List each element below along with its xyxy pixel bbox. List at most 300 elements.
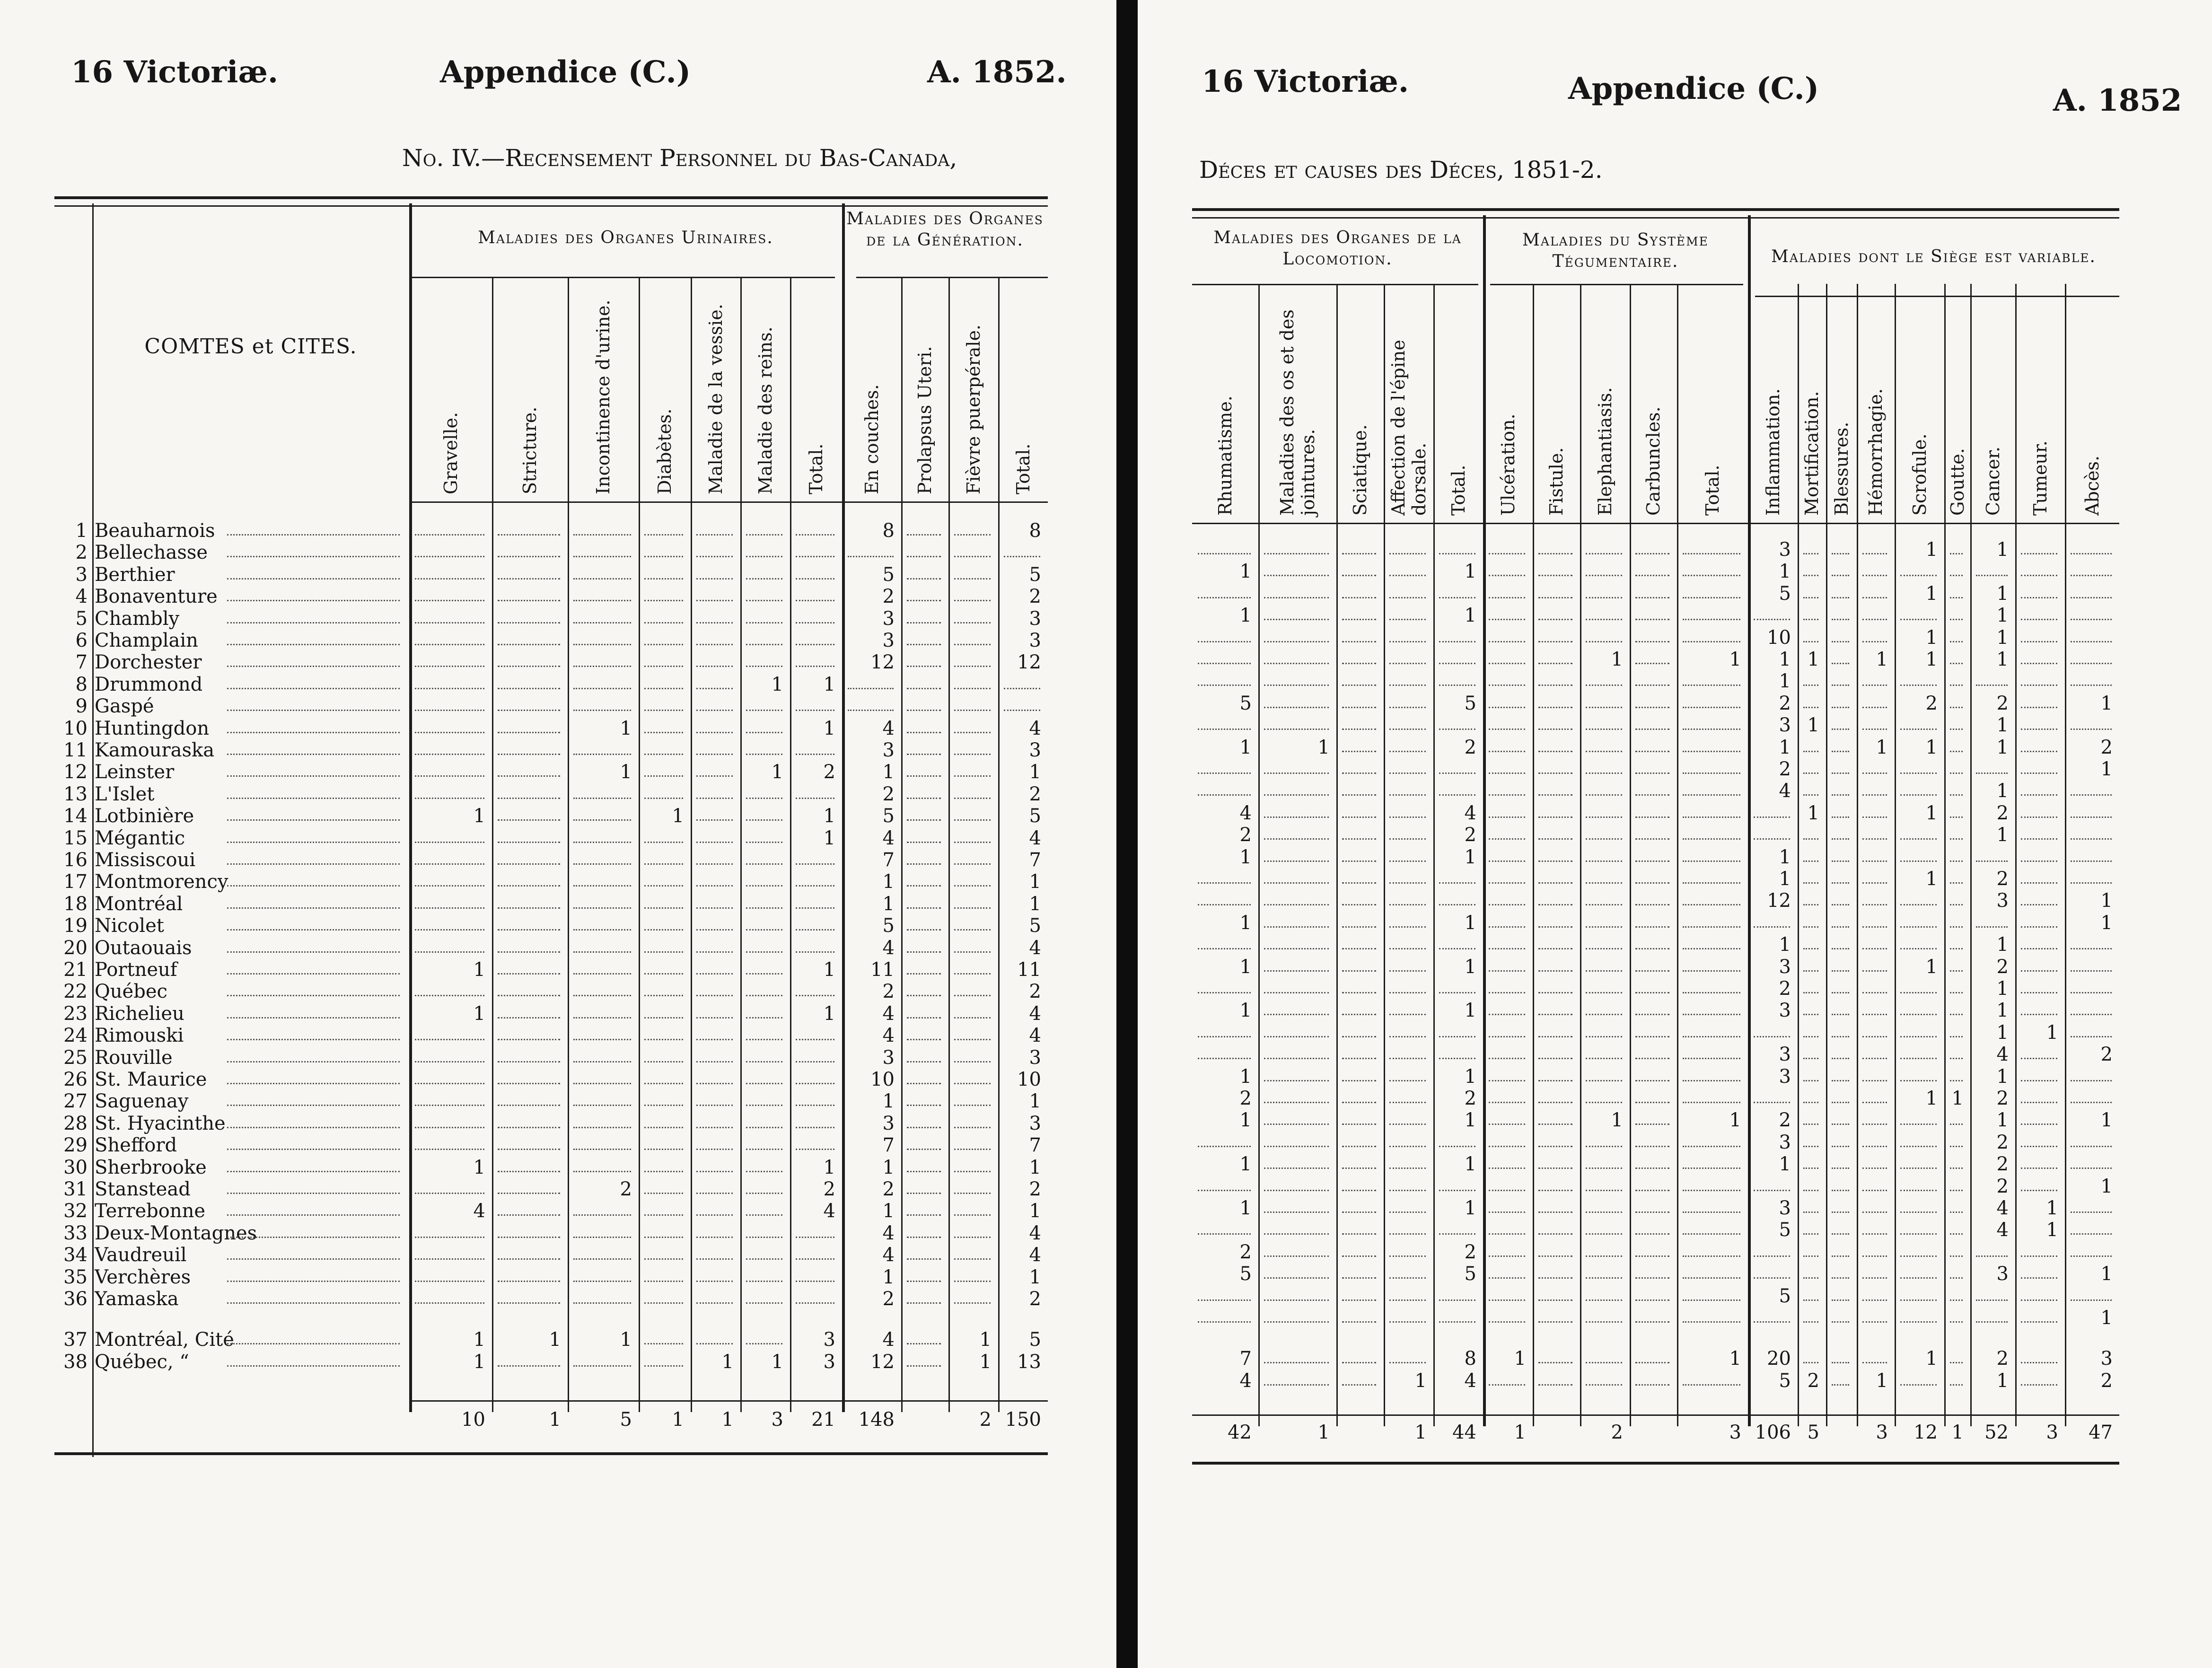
left-row-county: Stanstead [95,1178,191,1200]
right-data-cell: 2 [1996,1153,2009,1176]
right-empty-cell [1489,1058,1525,1059]
right-empty-cell [1439,882,1475,884]
left-empty-cell [644,1281,683,1282]
left-data-cell: 1 [882,761,895,783]
right-empty-cell [2021,553,2057,554]
right-empty-cell [1389,1233,1426,1235]
left-empty-cell [415,951,484,953]
right-empty-cell [1683,1168,1740,1169]
right-empty-cell [1586,641,1622,642]
right-empty-cell [1950,729,1963,730]
left-row-number: 29 [63,1134,88,1157]
right-empty-cell [1862,1299,1887,1301]
right-empty-cell [1900,1036,1937,1037]
left-row-county: Montréal [95,893,183,915]
right-empty-cell [1264,729,1329,730]
right-empty-cell [1754,816,1790,818]
right-empty-cell [1586,1102,1622,1103]
left-row-leader [227,863,400,865]
left-data-cell: 1 [979,1351,992,1373]
left-total-cell: 5 [620,1409,632,1431]
right-empty-cell [1342,619,1376,620]
right-empty-cell [1389,1146,1426,1147]
right-group-rule-1 [1192,284,1478,285]
right-empty-cell [1489,1211,1525,1213]
left-row-leader [227,1171,400,1172]
right-empty-cell [1342,707,1376,708]
left-row-leader [227,644,400,645]
right-empty-cell [1342,1080,1376,1081]
right-empty-cell [2071,1036,2112,1037]
right-empty-cell [1683,1384,1740,1386]
left-total-cell: 2 [979,1409,992,1431]
right-empty-cell [2021,1058,2057,1059]
right-data-cell: 1 [1464,605,1476,627]
left-empty-cell [907,973,941,974]
left-empty-cell [907,578,941,579]
left-empty-cell [746,1258,782,1260]
right-empty-cell [1389,816,1426,818]
right-empty-cell [1342,1124,1376,1125]
right-empty-cell [2021,1124,2057,1125]
right-empty-cell [1683,619,1740,620]
right-column-rule [1970,284,1972,1426]
left-row-county: Lotbinière [95,805,194,827]
left-data-cell: 4 [882,827,895,849]
right-empty-cell [1264,1277,1329,1279]
right-empty-cell [1635,948,1669,949]
right-empty-cell [1832,904,1849,905]
right-empty-cell [1489,729,1525,730]
right-empty-cell [1803,794,1818,796]
right-data-cell: 4 [1996,1219,2009,1241]
right-empty-cell [1538,1190,1572,1191]
right-empty-cell [2021,1277,2057,1279]
right-empty-cell [1538,816,1572,818]
left-row-county: Bellechasse [95,542,208,564]
left-empty-cell [644,1061,683,1062]
left-empty-cell [907,775,941,777]
left-data-cell: 4 [1029,1002,1041,1025]
left-data-cell: 2 [1029,783,1041,805]
left-row-county: Deux-Montagnes [95,1222,257,1244]
right-empty-cell [1635,1255,1669,1257]
left-row-number: 12 [63,761,88,783]
right-empty-cell [2021,1102,2057,1103]
left-row-county: Vaudreuil [95,1244,187,1266]
right-empty-cell [2021,838,2057,840]
right-empty-cell [1586,1255,1622,1257]
right-data-cell: 1 [1996,582,2009,605]
left-empty-cell [498,951,560,953]
left-data-cell: 1 [1029,1156,1041,1178]
right-empty-cell [1862,1190,1887,1191]
right-empty-cell [1832,1058,1849,1059]
right-empty-cell [1862,838,1887,840]
right-data-cell: 1 [1239,1153,1252,1176]
left-empty-cell [415,1302,484,1304]
right-empty-cell [1900,1190,1937,1191]
right-empty-cell [1950,1036,1963,1037]
right-empty-cell [1635,1080,1669,1081]
right-data-cell: 1 [1996,780,2009,802]
left-data-cell: 5 [1029,563,1041,586]
left-row-number: 37 [63,1329,88,1351]
right-empty-cell [2021,948,2057,949]
left-empty-cell [746,1149,782,1150]
right-empty-cell [1803,553,1818,554]
right-empty-cell [2071,597,2112,598]
right-empty-cell [2021,970,2057,972]
right-column-header: Mortification. [1801,391,1822,516]
left-empty-cell [696,907,733,909]
right-empty-cell [1342,1146,1376,1147]
left-data-cell: 1 [1029,1200,1041,1222]
right-data-cell: 1 [2100,912,2113,934]
right-data-cell: 1 [1996,626,2009,649]
right-empty-cell [1342,597,1376,598]
right-data-cell: 3 [1779,1131,1791,1153]
right-empty-cell [1538,1321,1572,1323]
right-empty-cell [1586,1299,1622,1301]
left-empty-cell [746,929,782,931]
right-empty-cell [1754,1277,1790,1279]
right-data-cell: 1 [1464,1065,1476,1088]
right-empty-cell [1950,860,1963,862]
left-data-cell: 1 [823,827,835,849]
left-empty-cell [954,1258,991,1260]
left-empty-cell [907,842,941,843]
left-empty-cell [415,885,484,887]
right-empty-cell [1754,1255,1790,1257]
right-group-rule-2 [1490,284,1743,285]
left-empty-cell [498,644,560,645]
right-empty-cell [1803,1102,1818,1103]
left-empty-cell [796,907,834,909]
right-total-cell: 47 [2089,1422,2113,1443]
left-data-cell: 1 [473,1156,485,1178]
right-data-cell: 1 [1611,649,1623,670]
right-empty-cell [1950,663,1963,664]
right-data-cell: 1 [1996,1000,2009,1022]
left-row-number: 8 [75,673,88,695]
left-row-number: 9 [75,695,88,718]
right-empty-cell [1683,882,1740,884]
left-header-volume: 16 Victoriæ. [71,54,279,90]
left-column-header: Total. [806,443,826,494]
left-empty-cell [498,842,560,843]
left-row-county: Shefford [95,1134,177,1157]
right-data-cell: 2 [1779,758,1791,780]
right-empty-cell [1900,1211,1937,1213]
right-empty-cell [1862,992,1887,993]
right-empty-cell [1389,926,1426,928]
left-row-leader [227,1039,400,1040]
right-data-cell: 2 [1779,692,1791,714]
right-empty-cell [1489,597,1525,598]
right-column-header: Tumeur. [2029,440,2051,516]
right-empty-cell [1538,619,1572,620]
left-empty-cell [573,1127,631,1128]
right-empty-cell [1900,619,1937,620]
right-empty-cell [1754,838,1790,840]
right-data-cell: 1 [1925,956,1938,978]
right-data-cell: 3 [1779,1197,1791,1219]
right-empty-cell [1586,1036,1622,1037]
right-empty-cell [1389,1080,1426,1081]
right-empty-cell [2021,597,2057,598]
right-empty-cell [1832,992,1849,993]
right-empty-cell [1198,729,1251,730]
right-empty-cell [1264,1255,1329,1257]
left-empty-cell [498,732,560,733]
right-empty-cell [1389,1014,1426,1015]
left-data-cell: 13 [1017,1351,1041,1373]
left-empty-cell [796,1149,834,1150]
left-data-cell: 1 [823,959,835,981]
left-row-number: 1 [75,520,88,542]
left-empty-cell [573,666,631,667]
right-empty-cell [1683,575,1740,576]
right-empty-cell [1264,663,1329,664]
right-empty-cell [1900,1384,1937,1386]
right-empty-cell [1439,1146,1475,1147]
right-empty-cell [1389,751,1426,752]
left-empty-cell [498,798,560,799]
left-empty-cell [498,907,560,909]
right-empty-cell [1586,1080,1622,1081]
right-empty-cell [1862,1277,1887,1279]
right-empty-cell [2071,663,2112,664]
left-empty-cell [746,622,782,623]
right-data-cell: 4 [1464,802,1476,824]
right-empty-cell [1683,597,1740,598]
right-empty-cell [1803,1168,1818,1169]
right-empty-cell [1489,1321,1525,1323]
right-column-header: Affection de l'épine dorsale. [1387,340,1430,516]
left-empty-cell [573,600,631,601]
right-empty-cell [1862,1255,1887,1257]
left-empty-cell [954,1083,991,1084]
left-empty-cell [954,929,991,931]
right-empty-cell [1683,904,1740,905]
left-empty-cell [573,842,631,843]
right-data-cell: 2 [1996,1348,2009,1370]
right-column-header: Carbuncles. [1643,406,1664,516]
left-data-cell: 1 [620,1329,632,1351]
left-empty-cell [644,578,683,579]
right-empty-cell [1489,663,1525,664]
right-empty-cell [1198,773,1251,774]
left-data-cell: 7 [1029,849,1041,871]
left-column-header: Prolapsus Uteri. [914,346,935,494]
right-column-rule [1895,284,1896,1426]
left-empty-cell [1004,688,1040,689]
right-empty-cell [1950,707,1963,708]
right-empty-cell [1862,860,1887,862]
left-row-county: Yamaska [95,1288,179,1310]
left-row-county: Outaouais [95,937,192,959]
left-empty-cell [954,1281,991,1282]
right-empty-cell [1832,1362,1849,1363]
left-empty-cell [498,534,560,536]
left-empty-cell [696,622,733,623]
left-empty-cell [498,1017,560,1018]
left-row-county: Missiscoui [95,849,196,871]
right-empty-cell [1586,1321,1622,1323]
left-empty-cell [746,842,782,843]
right-data-cell: 1 [1996,736,2009,758]
left-empty-cell [954,1171,991,1172]
right-empty-cell [1862,553,1887,554]
right-empty-cell [1264,1168,1329,1169]
left-data-cell: 2 [882,586,895,608]
left-data-cell: 1 [473,1351,485,1373]
right-empty-cell [1439,663,1475,664]
left-column-header: Stricture. [519,406,540,494]
right-total-cell: 1 [1514,1422,1526,1443]
left-row-number: 30 [63,1156,88,1178]
right-data-cell: 1 [2100,1263,2113,1285]
left-empty-cell [644,798,683,799]
right-empty-cell [1538,597,1572,598]
right-empty-cell [2071,860,2112,862]
right-empty-cell [1264,1233,1329,1235]
left-data-cell: 1 [882,893,895,915]
left-total-cell: 150 [1005,1409,1041,1431]
right-empty-cell [2071,1102,2112,1103]
right-empty-cell [1950,773,1963,774]
right-empty-cell [1389,619,1426,620]
left-empty-cell [415,1258,484,1260]
right-empty-cell [1439,1321,1475,1323]
right-empty-cell [1683,1299,1740,1301]
left-empty-cell [573,710,631,711]
left-empty-cell [498,710,560,711]
right-empty-cell [1389,729,1426,730]
right-empty-cell [2021,729,2057,730]
right-data-cell: 1 [1239,736,1252,758]
right-empty-cell [1683,794,1740,796]
left-empty-cell [696,1171,733,1172]
right-data-cell: 20 [1767,1348,1791,1370]
left-data-cell: 3 [882,739,895,761]
right-empty-cell [1264,1321,1329,1323]
left-data-cell: 5 [882,805,895,827]
right-empty-cell [1976,575,2008,576]
right-empty-cell [1342,729,1376,730]
right-empty-cell [1950,904,1963,905]
right-column-rule [1630,284,1631,1426]
right-data-cell: 1 [1729,649,1741,670]
right-column-header: Total. [1448,465,1469,516]
right-data-cell: 2 [1807,1370,1819,1392]
right-empty-cell [2071,1211,2112,1213]
right-subtitle: Déces et causes des Déces, 1851-2. [1199,156,1603,184]
left-empty-cell [644,885,683,887]
left-empty-cell [954,798,991,799]
right-empty-cell [1439,1233,1475,1235]
right-data-cell: 1 [2100,1109,2113,1132]
right-empty-cell [1264,1146,1329,1147]
right-empty-cell [1342,1299,1376,1301]
right-empty-cell [1489,882,1525,884]
left-data-cell: 4 [882,937,895,959]
right-data-cell: 1 [1779,1153,1791,1176]
left-data-cell: 5 [1029,1329,1041,1351]
left-row-leader [227,666,400,667]
left-empty-cell [907,644,941,645]
right-empty-cell [1900,904,1937,905]
right-empty-cell [1198,1036,1251,1037]
left-empty-cell [696,1258,733,1260]
left-data-cell: 4 [1029,937,1041,959]
right-data-cell: 1 [1925,1088,1938,1109]
left-row-county: Sherbrooke [95,1156,207,1178]
right-total-cell: 1 [1317,1422,1330,1443]
right-empty-cell [1198,597,1251,598]
left-row-number: 17 [63,871,88,893]
right-empty-cell [1389,597,1426,598]
right-empty-cell [1389,663,1426,664]
right-empty-cell [1803,1146,1818,1147]
right-empty-cell [1586,751,1622,752]
left-row-county: Bonaventure [95,586,218,608]
left-row-leader [227,929,400,931]
right-empty-cell [1803,904,1818,905]
right-empty-cell [1900,992,1937,993]
right-empty-cell [1635,751,1669,752]
right-data-cell: 3 [1996,890,2009,912]
right-empty-cell [1950,1146,1963,1147]
left-data-cell: 7 [882,849,895,871]
left-empty-cell [746,1017,782,1018]
left-empty-cell [498,1083,560,1084]
left-total-cell: 1 [549,1409,561,1431]
right-empty-cell [1264,1362,1329,1363]
right-empty-cell [2021,860,2057,862]
right-empty-cell [1198,1233,1251,1235]
left-row-county: Rimouski [95,1025,184,1047]
right-empty-cell [1264,1080,1329,1081]
right-data-cell: 3 [1779,1000,1791,1022]
right-data-cell: 1 [1996,1065,2009,1088]
left-empty-cell [415,666,484,667]
left-row-county: Mégantic [95,827,185,849]
right-empty-cell [1803,1299,1818,1301]
left-column-header: Total. [1012,443,1034,494]
right-empty-cell [1683,1255,1740,1257]
left-data-cell: 3 [1029,607,1041,630]
right-empty-cell [1342,1168,1376,1169]
right-data-cell: 1 [1996,1021,2009,1044]
right-empty-cell [1439,1299,1475,1301]
right-empty-cell [1389,1058,1426,1059]
left-empty-cell [573,951,631,953]
right-empty-cell [1264,816,1329,818]
right-empty-cell [1635,1036,1669,1037]
right-empty-cell [1832,794,1849,796]
left-empty-cell [498,1061,560,1062]
left-empty-cell [573,1083,631,1084]
left-empty-cell [796,995,834,996]
left-subtitle: No. IV.—Recensement Personnel du Bas-Canada, [402,144,957,172]
right-column-rule [1336,284,1338,1426]
right-empty-cell [1264,553,1329,554]
right-empty-cell [1635,1168,1669,1169]
right-data-cell: 3 [1779,539,1791,561]
left-empty-cell [746,973,782,974]
